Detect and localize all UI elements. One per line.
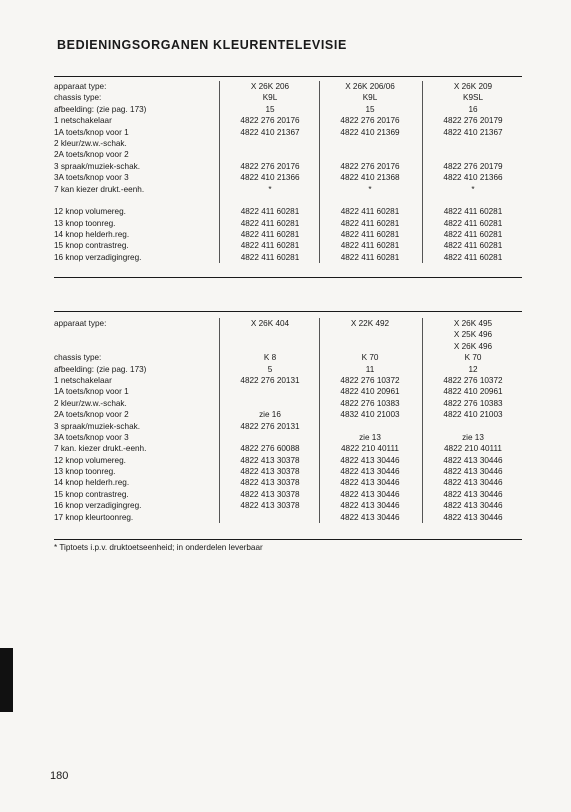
table-cell: 4822 411 60281 bbox=[443, 218, 503, 228]
table-cell: 13 knop toonreg. bbox=[54, 218, 116, 228]
table-cell: K 70 bbox=[361, 353, 379, 363]
table-cell: 3 spraak/muziek-schak. bbox=[54, 161, 141, 171]
table-2-column-x26k495 bbox=[422, 318, 523, 523]
table-cell: 3A toets/knop voor 3 bbox=[54, 173, 129, 183]
table-cell bbox=[54, 341, 219, 352]
table-cell bbox=[220, 398, 320, 409]
table-cell: 4822 413 30378 bbox=[240, 467, 300, 477]
page-title: BEDIENINGSORGANEN KLEURENTELEVISIE bbox=[57, 38, 347, 52]
footnote: * Tiptoets i.p.v. druktoetseenheid; in onderdelen leverbaar bbox=[54, 543, 263, 552]
table-cell: 4832 410 21003 bbox=[340, 410, 400, 420]
table-cell: zie 13 bbox=[462, 432, 484, 442]
table-cell bbox=[423, 138, 523, 149]
table-cell: 1 netschakelaar bbox=[54, 116, 112, 126]
table-cell: 15 bbox=[265, 104, 275, 114]
table-cell bbox=[320, 195, 420, 206]
table-cell: 4822 276 10372 bbox=[443, 375, 503, 385]
table-cell: K9L bbox=[262, 93, 278, 103]
table-1-top-rule bbox=[54, 76, 522, 77]
table-cell: 2A toets/knop voor 2 bbox=[54, 150, 129, 160]
table-cell: X 26K 495 bbox=[453, 319, 493, 328]
table-cell: 4822 411 60281 bbox=[240, 218, 300, 228]
table-cell bbox=[423, 149, 523, 160]
table-cell: 4822 413 30446 bbox=[340, 501, 400, 511]
table-cell: apparaat type: bbox=[54, 319, 107, 328]
table-cell bbox=[220, 329, 320, 340]
table-cell: 2 kleur/zw.w.-schak. bbox=[54, 398, 127, 408]
table-cell: zie 13 bbox=[359, 432, 381, 442]
table-cell: 4822 413 30446 bbox=[340, 467, 400, 477]
table-cell bbox=[220, 512, 320, 523]
table-cell: 13 knop toonreg. bbox=[54, 467, 116, 477]
table-cell: * bbox=[471, 184, 475, 194]
table-cell: K9SL bbox=[462, 93, 484, 103]
table-cell: X 26K 404 bbox=[250, 319, 290, 328]
table-cell: * bbox=[268, 184, 272, 194]
table-cell bbox=[54, 195, 219, 206]
table-cell: 4822 411 60281 bbox=[340, 207, 400, 217]
table-cell: 3A toets/knop voor 3 bbox=[54, 432, 129, 442]
table-cell bbox=[320, 341, 420, 352]
table-cell: 4822 276 10372 bbox=[340, 375, 400, 385]
table-cell: 4822 410 21368 bbox=[340, 173, 400, 183]
table-cell: chassis type: bbox=[54, 93, 102, 103]
table-cell: 7 kan. kiezer drukt.-eenh. bbox=[54, 444, 147, 454]
table-cell bbox=[423, 195, 523, 206]
table-cell: X 26K 206 bbox=[250, 82, 290, 91]
table-2-label-column bbox=[54, 318, 219, 523]
table-cell: 4822 413 30446 bbox=[443, 467, 503, 477]
table-cell: K 70 bbox=[464, 353, 482, 363]
table-1-column-x26k209 bbox=[422, 81, 523, 263]
table-cell: 4822 410 21366 bbox=[240, 173, 300, 183]
table-cell bbox=[320, 421, 420, 432]
table-cell: 15 bbox=[365, 104, 375, 114]
table-cell: 12 knop volumereg. bbox=[54, 455, 126, 465]
table-cell: 16 bbox=[468, 104, 478, 114]
table-cell bbox=[54, 329, 219, 340]
table-cell: 4822 276 20176 bbox=[240, 161, 300, 171]
table-cell bbox=[220, 138, 320, 149]
table-cell: 4822 276 20176 bbox=[340, 161, 400, 171]
table-cell: 4822 276 60088 bbox=[240, 444, 300, 454]
table-cell: 3 spraak/muziek-schak. bbox=[54, 421, 141, 431]
table-2-bottom-rule bbox=[54, 539, 522, 540]
table-1-bottom-rule bbox=[54, 277, 522, 278]
table-cell: 1A toets/knop voor 1 bbox=[54, 387, 129, 397]
table-cell: 4822 413 30378 bbox=[240, 478, 300, 488]
table-cell: 4822 413 30446 bbox=[340, 478, 400, 488]
table-cell: 15 knop contrastreg. bbox=[54, 489, 129, 499]
table-cell: afbeelding: (zie pag. 173) bbox=[54, 104, 147, 114]
table-cell: 4822 410 21366 bbox=[443, 173, 503, 183]
thumb-index-mark bbox=[0, 648, 13, 712]
table-cell: 4822 410 20961 bbox=[340, 387, 400, 397]
table-2-column-x22k492 bbox=[319, 318, 420, 523]
table-2-top-rule bbox=[54, 311, 522, 312]
table-cell: 4822 411 60281 bbox=[240, 230, 300, 240]
table-cell: chassis type: bbox=[54, 353, 102, 363]
table-cell: X 26K 496 bbox=[453, 341, 493, 351]
table-1-label-column bbox=[54, 81, 219, 263]
table-cell: 4822 276 20131 bbox=[240, 375, 300, 385]
table-cell bbox=[320, 329, 420, 340]
table-cell: 4822 413 30446 bbox=[443, 455, 503, 465]
table-cell: 4822 413 30378 bbox=[240, 489, 300, 499]
table-1-column-x26k206-06 bbox=[319, 81, 420, 263]
table-cell: 7 kan kiezer drukt.-eenh. bbox=[54, 184, 145, 194]
table-cell: X 26K 206/06 bbox=[345, 82, 395, 91]
table-cell: 14 knop helderh.reg. bbox=[54, 230, 130, 240]
table-cell: 4822 413 30446 bbox=[443, 478, 503, 488]
table-cell: 4822 413 30378 bbox=[240, 455, 300, 465]
table-cell: 4822 413 30446 bbox=[443, 512, 503, 522]
table-cell: 4822 410 20961 bbox=[443, 387, 503, 397]
table-cell: 4822 410 21369 bbox=[340, 127, 400, 137]
table-cell: 4822 276 20176 bbox=[240, 116, 300, 126]
table-cell: 15 knop contrastreg. bbox=[54, 241, 129, 251]
table-cell: 4822 411 60281 bbox=[240, 207, 300, 217]
table-cell: 4822 413 30378 bbox=[240, 501, 300, 511]
table-cell: X 26K 209 bbox=[453, 82, 493, 91]
table-cell: 4822 210 40111 bbox=[341, 444, 399, 454]
table-cell bbox=[320, 138, 420, 149]
table-cell: 4822 411 60281 bbox=[340, 241, 400, 251]
table-cell: 11 bbox=[365, 364, 375, 374]
table-cell: afbeelding: (zie pag. 173) bbox=[54, 364, 147, 374]
table-cell: 4822 276 20179 bbox=[443, 161, 503, 171]
table-cell bbox=[423, 421, 523, 432]
table-cell: * bbox=[368, 184, 372, 194]
table-cell: 4822 411 60281 bbox=[340, 218, 400, 228]
table-cell: 2 kleur/zw.w.-schak. bbox=[54, 138, 127, 148]
table-cell bbox=[220, 386, 320, 397]
table-cell: 4822 276 10383 bbox=[443, 398, 503, 408]
table-cell: 12 knop volumereg. bbox=[54, 207, 126, 217]
table-cell: X 25K 496 bbox=[453, 330, 493, 340]
table-cell: 14 knop helderh.reg. bbox=[54, 478, 130, 488]
table-cell: 4822 276 20131 bbox=[240, 421, 300, 431]
table-cell bbox=[220, 195, 320, 206]
table-cell: 4822 413 30446 bbox=[443, 489, 503, 499]
table-cell: 5 bbox=[267, 364, 273, 374]
table-cell: 4822 413 30446 bbox=[443, 501, 503, 511]
table-cell bbox=[320, 149, 420, 160]
table-cell: 1A toets/knop voor 1 bbox=[54, 127, 129, 137]
table-2-body bbox=[54, 318, 522, 527]
table-cell: 4822 410 21003 bbox=[443, 410, 503, 420]
table-cell: 4822 276 20176 bbox=[340, 116, 400, 126]
table-cell: 12 bbox=[468, 364, 478, 374]
table-cell: 4822 410 21367 bbox=[240, 127, 300, 137]
table-cell: 17 knop kleurtoonreg. bbox=[54, 512, 134, 522]
table-cell: 4822 413 30446 bbox=[340, 489, 400, 499]
page-number: 180 bbox=[50, 770, 69, 782]
table-cell: K9L bbox=[362, 93, 378, 103]
table-cell: 16 knop verzadigingreg. bbox=[54, 501, 142, 511]
table-cell bbox=[220, 341, 320, 352]
table-cell: 4822 411 60281 bbox=[240, 241, 300, 251]
table-cell: 4822 413 30446 bbox=[340, 512, 400, 522]
table-cell: apparaat type: bbox=[54, 82, 107, 91]
table-2 bbox=[54, 311, 522, 540]
table-cell: 4822 276 10383 bbox=[340, 398, 400, 408]
table-cell: 4822 276 20179 bbox=[443, 116, 503, 126]
table-cell: 4822 411 60281 bbox=[443, 252, 503, 262]
table-cell: 4822 411 60281 bbox=[340, 230, 400, 240]
table-cell: 16 knop verzadigingreg. bbox=[54, 252, 142, 262]
table-1-body bbox=[54, 81, 522, 267]
table-cell bbox=[220, 149, 320, 160]
table-cell: 2A toets/knop voor 2 bbox=[54, 410, 129, 420]
table-cell bbox=[220, 432, 320, 443]
table-cell: 4822 411 60281 bbox=[443, 241, 503, 251]
table-cell: zie 16 bbox=[259, 410, 281, 420]
table-cell: 4822 411 60281 bbox=[443, 230, 503, 240]
table-cell: K 8 bbox=[263, 353, 277, 363]
table-2-column-x26k404 bbox=[219, 318, 320, 523]
table-cell: 4822 410 21367 bbox=[443, 127, 503, 137]
table-cell: 4822 210 40111 bbox=[444, 444, 502, 454]
table-cell: 4822 411 60281 bbox=[240, 252, 300, 262]
table-cell: 1 netschakelaar bbox=[54, 375, 112, 385]
table-cell: 4822 413 30446 bbox=[340, 455, 400, 465]
table-1-column-x26k206 bbox=[219, 81, 320, 263]
table-cell: 4822 411 60281 bbox=[340, 252, 400, 262]
table-1 bbox=[54, 76, 522, 278]
table-cell: 4822 411 60281 bbox=[443, 207, 503, 217]
table-cell: X 22K 492 bbox=[350, 319, 390, 328]
